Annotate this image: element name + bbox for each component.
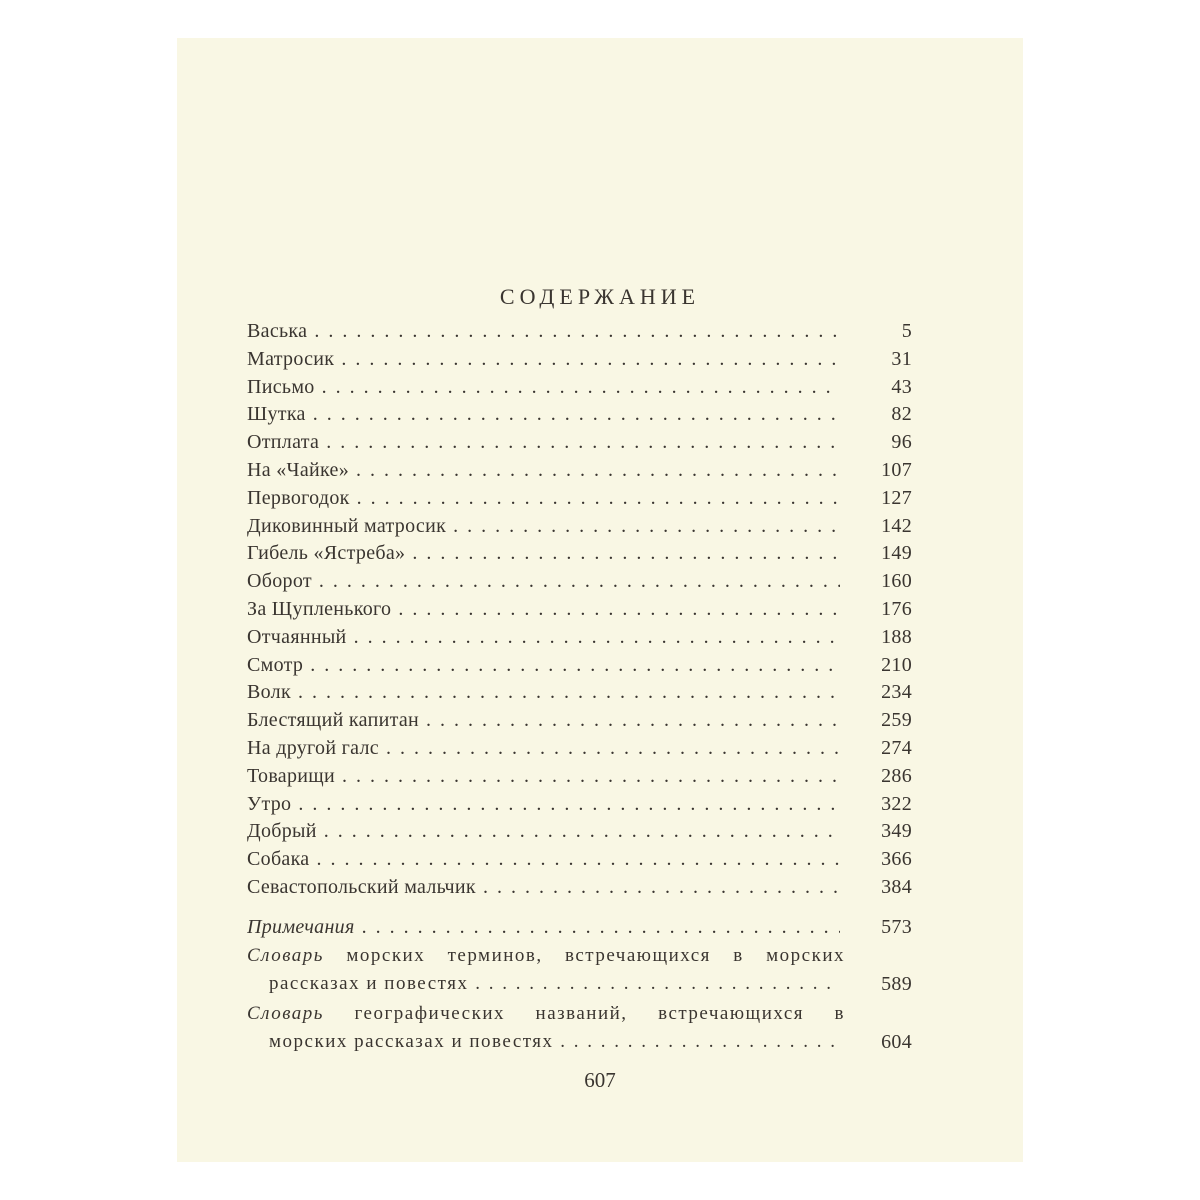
toc-entry [247,791,912,819]
section-gap [247,902,912,914]
toc-entry [247,485,912,513]
page-number: 607 [584,1068,616,1092]
toc-entry [247,652,912,680]
toc-entry-page: 149 [881,542,912,565]
toc-entry [247,763,912,791]
toc-entry-page: 107 [881,458,912,481]
toc-entry-page: 366 [881,848,912,871]
toc-entry-title: Первогодок . . [247,485,840,513]
toc-entry [247,429,912,457]
toc-entry-title: Шутка . . [247,401,840,429]
toc-entry-page: 5 [901,320,912,342]
toc-entry-title: За Щупленького . . [247,596,840,624]
toc-entry [247,568,912,596]
table-of-contents [247,318,912,1056]
toc-entry-page: 160 [881,570,912,593]
toc-entry [247,874,912,902]
toc-entry-page: 82 [891,403,912,426]
book-page [177,38,1023,1162]
toc-entry-page: 127 [881,486,912,509]
dictionary-title-cont: морских рассказах и повестях . . [269,1028,840,1056]
dictionary-title-cont: рассказах и повестях . . [269,970,840,998]
toc-entry-title: Диковинный матросик . . [247,513,840,541]
toc-entry [247,846,912,874]
toc-entry-page: 589 [881,972,912,995]
toc-entry-title: Гибель «Ястреба» . . [247,540,840,568]
dictionary-title-rest: морских терминов, встречающихся в морских [346,944,846,966]
toc-entry-title: Блестящий капитан . . [247,707,840,735]
toc-entry [247,679,912,707]
dictionary-title-rest: географических названий, встречающихся в [354,1002,845,1024]
toc-entry-title: Отчаянный . . [247,624,840,652]
toc-entry-geo-dictionary [247,1000,912,1056]
toc-entry [247,513,912,541]
toc-entry [247,318,912,346]
toc-entry-page: 322 [881,792,912,815]
toc-entry-page: 96 [891,431,912,454]
toc-entry-notes [247,914,912,942]
toc-entry [247,818,912,846]
toc-entry [247,540,912,568]
toc-entry-title: Матросик . . [247,346,840,374]
toc-entry-title: Добрый . . [247,818,840,846]
toc-entry-page: 142 [881,514,912,537]
toc-entry-page: 210 [881,653,912,676]
toc-entry-page: 384 [881,875,912,898]
toc-entry-title: Смотр . . [247,652,840,680]
toc-entry-page: 286 [881,764,912,787]
toc-entry-title: Собака . . [247,846,840,874]
toc-entry [247,346,912,374]
toc-entry-title: Севастопольский мальчик . . [247,874,840,902]
toc-entry-marine-dictionary [247,942,912,998]
toc-entry-title: Васька . . [247,318,840,346]
toc-entry-page: 31 [891,347,912,370]
toc-entry [247,735,912,763]
toc-entry-title: На другой галс . . [247,735,840,763]
toc-entry-title: На «Чайке» . . [247,457,840,485]
toc-entry-title: Отплата . . [247,429,840,457]
toc-entry [247,707,912,735]
toc-entry-page: 604 [881,1030,912,1053]
toc-entry-title: Письмо . . [247,374,840,402]
toc-entry-title: Товарищи . . [247,763,840,791]
toc-entry-page: 176 [881,597,912,620]
toc-entry [247,596,912,624]
toc-entry-page: 234 [881,681,912,704]
toc-entry-page: 188 [881,625,912,648]
dictionary-lead: Словарь [247,1002,324,1024]
toc-entry-page: 274 [881,736,912,759]
toc-entry-page: 259 [881,709,912,732]
toc-entry-title: Волк . . [247,679,840,707]
toc-entry [247,374,912,402]
dictionary-lead: Словарь [247,944,324,966]
notes-title: Примечания [247,915,355,938]
toc-entry [247,624,912,652]
toc-entry-title: Утро . . [247,791,840,819]
toc-entry-page: 573 [881,915,912,938]
toc-entry [247,457,912,485]
toc-entry-page: 43 [891,375,912,398]
contents-title: СОДЕРЖАНИЕ [499,284,701,309]
toc-entry [247,401,912,429]
toc-entry-title: Оборот . . [247,568,840,596]
toc-entry-page: 349 [881,820,912,843]
